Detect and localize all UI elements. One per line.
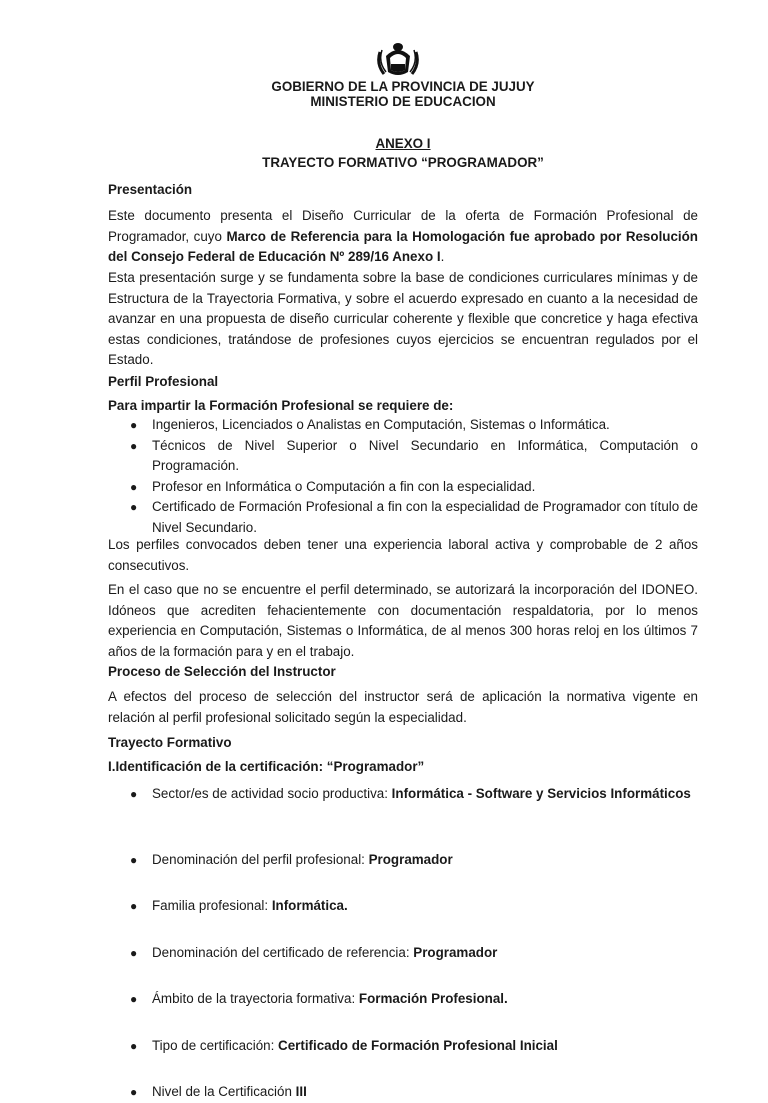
bullet-icon: ●	[130, 500, 138, 514]
item-label: Denominación del perfil profesional:	[152, 851, 369, 867]
bullet-icon: ●	[130, 787, 138, 801]
bullet-icon: ●	[130, 852, 138, 867]
trayecto-heading: Trayecto Formativo	[108, 735, 232, 750]
item-value: Programador	[413, 944, 498, 960]
perfil-paragraph-1: Los perfiles convocados deben tener una experiencia laboral activa y comprobable de 2 años consecutivos.	[108, 537, 698, 573]
item-value: Programador	[368, 851, 453, 867]
list-item	[108, 1036, 742, 1057]
item-label: Nivel de la Certificación	[152, 1084, 296, 1099]
bullet-icon: ●	[130, 1085, 138, 1099]
government-name: GOBIERNO DE LA PROVINCIA DE JUJUY	[271, 79, 535, 94]
list-item	[108, 436, 698, 477]
list-item	[108, 477, 698, 498]
bullet-icon: ●	[130, 418, 138, 432]
presentacion-p1-end: .	[440, 249, 445, 264]
perfil-list	[108, 415, 698, 538]
bullet-icon: ●	[130, 992, 138, 1006]
coat-of-arms-icon	[374, 42, 422, 78]
list-item	[108, 989, 742, 1010]
trayecto-subheading: I.Identificación de la certificación: “Programador”	[108, 759, 425, 774]
bullet-icon: ●	[130, 438, 138, 453]
annex-label: ANEXO I	[375, 136, 431, 151]
list-item	[108, 896, 742, 917]
list-item	[108, 415, 698, 436]
item-value: Formación Profesional.	[358, 991, 508, 1006]
item-value: Certificado de Formación Profesional Inicial	[278, 1037, 558, 1053]
item-label: Denominación del certificado de referencia:	[152, 944, 414, 960]
perfil-item-text: Certificado de Formación Profesional a fin con la especialidad de Programador con título de Nivel Secundario.	[152, 499, 698, 535]
perfil-heading: Perfil Profesional	[108, 374, 219, 389]
proceso-heading: Proceso de Selección del Instructor	[108, 664, 336, 679]
list-item	[108, 784, 742, 805]
item-value: Informática - Software y Servicios Informáticos	[391, 786, 691, 801]
presentacion-paragraph-1	[108, 206, 698, 268]
ministry-name: MINISTERIO DE EDUCACION	[310, 94, 496, 109]
perfil-item-text: Profesor en Informática o Computación a fin con la especialidad.	[152, 478, 536, 494]
resolution-reference: Marco de Referencia para la Homologación fue aprobado por Resolución del Consejo Federal de Educación Nº 289/16 Anexo I	[108, 228, 698, 264]
perfil-item-text: Técnicos de Nivel Superior o Nivel Secundario en Informática, Computación o Programación.	[152, 437, 698, 473]
item-label: Ámbito de la trayectoria formativa:	[152, 991, 359, 1006]
list-item	[108, 497, 698, 538]
bullet-icon: ●	[130, 1038, 138, 1053]
perfil-subheading: Para impartir la Formación Profesional se requiere de:	[108, 398, 454, 413]
document-page	[108, 0, 698, 1099]
document-title: TRAYECTO FORMATIVO “PROGRAMADOR”	[262, 155, 544, 170]
perfil-paragraph-2: En el caso que no se encuentre el perfil determinado, se autorizará la incorporación del IDONEO. Idóneos que acrediten fehacientemente con documentación respaldatoria, por lo menos experiencia en Computación, Sistemas o Informática, de al menos 300 horas reloj en los últimos 7 años de la formación para y en el trabajo.	[108, 582, 698, 659]
proceso-paragraph: A efectos del proceso de selección del instructor será de aplicación la normativa vigente en relación al perfil profesional solicitado según la especialidad.	[108, 689, 698, 725]
presentacion-p1-text: Este documento presenta el Diseño Curricular de la oferta de Formación Profesional de Programador, cuyo	[108, 208, 698, 244]
list-item	[108, 1082, 742, 1103]
perfil-item-text: Ingenieros, Licenciados o Analistas en Computación, Sistemas o Informática.	[152, 417, 610, 432]
item-value: Informática.	[271, 898, 348, 913]
list-item	[108, 850, 742, 871]
presentacion-heading: Presentación	[108, 182, 193, 197]
bullet-icon: ●	[130, 899, 138, 913]
list-item	[108, 943, 742, 964]
bullet-icon: ●	[130, 479, 138, 494]
item-label: Tipo de certificación:	[152, 1037, 279, 1053]
item-label: Familia profesional:	[152, 898, 272, 913]
government-header	[108, 79, 698, 109]
bullet-icon: ●	[130, 945, 138, 960]
item-label: Sector/es de actividad socio productiva:	[152, 786, 392, 801]
item-value: III	[295, 1084, 307, 1099]
presentacion-paragraph-2: Esta presentación surge y se fundamenta sobre la base de condiciones curriculares mínimas y de Estructura de la Trayectoria Formativa, y sobre el acuerdo expresado en cuanto a la necesidad de avanzar en una propuesta de diseño curricular coherente y flexible que concretice y haga efectiva estas condiciones, tratándose de profesiones cuyos ejercicios se encuentran regulados por el Estado.	[108, 270, 698, 367]
